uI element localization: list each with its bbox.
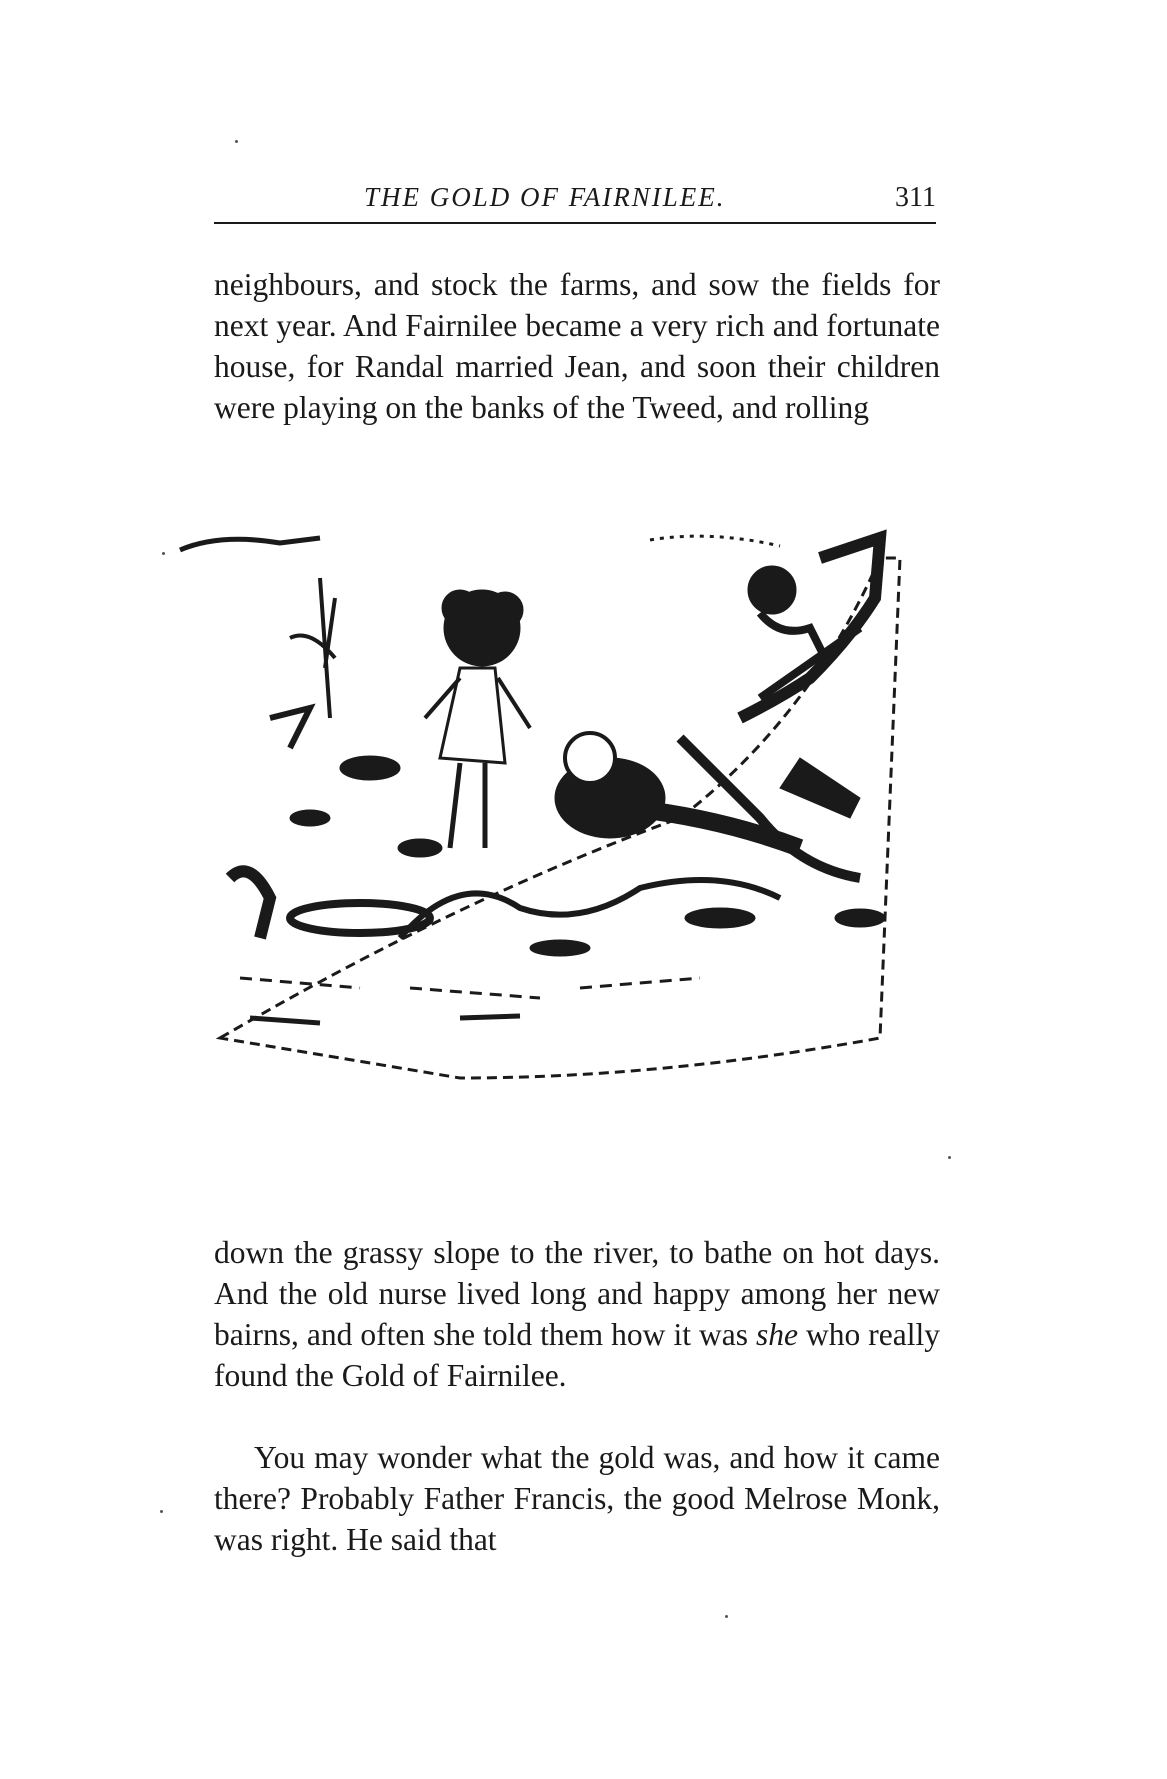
paragraph-2-emphasis: she — [755, 1317, 798, 1352]
running-header — [214, 182, 936, 224]
paragraph-3: You may wonder what the gold was, and how it came there? Probably Father Francis, the good Melrose Monk, was right. He said that — [214, 1440, 940, 1557]
paragraph-1: neighbours, and stock the farms, and sow the fields for next year. And Fairnilee became a very rich and fortunate house, for Randal married Jean, and soon their children were playing on the banks of the Tweed, and rolling — [214, 267, 940, 425]
paragraph-2-text-before: down the grassy slope to the river, to bathe on hot days. And the old nurse lived long and happy among her new bairns, and often she told them how it was — [214, 1235, 940, 1352]
paragraph-2 — [214, 1232, 940, 1396]
paragraph-2-text-after: who really found the Gold of Fairnilee. — [214, 1317, 940, 1393]
page-number: 311 — [895, 182, 936, 213]
running-title: THE GOLD OF FAIRNILEE. — [364, 182, 726, 212]
illustration-children-playing — [160, 518, 1010, 1188]
